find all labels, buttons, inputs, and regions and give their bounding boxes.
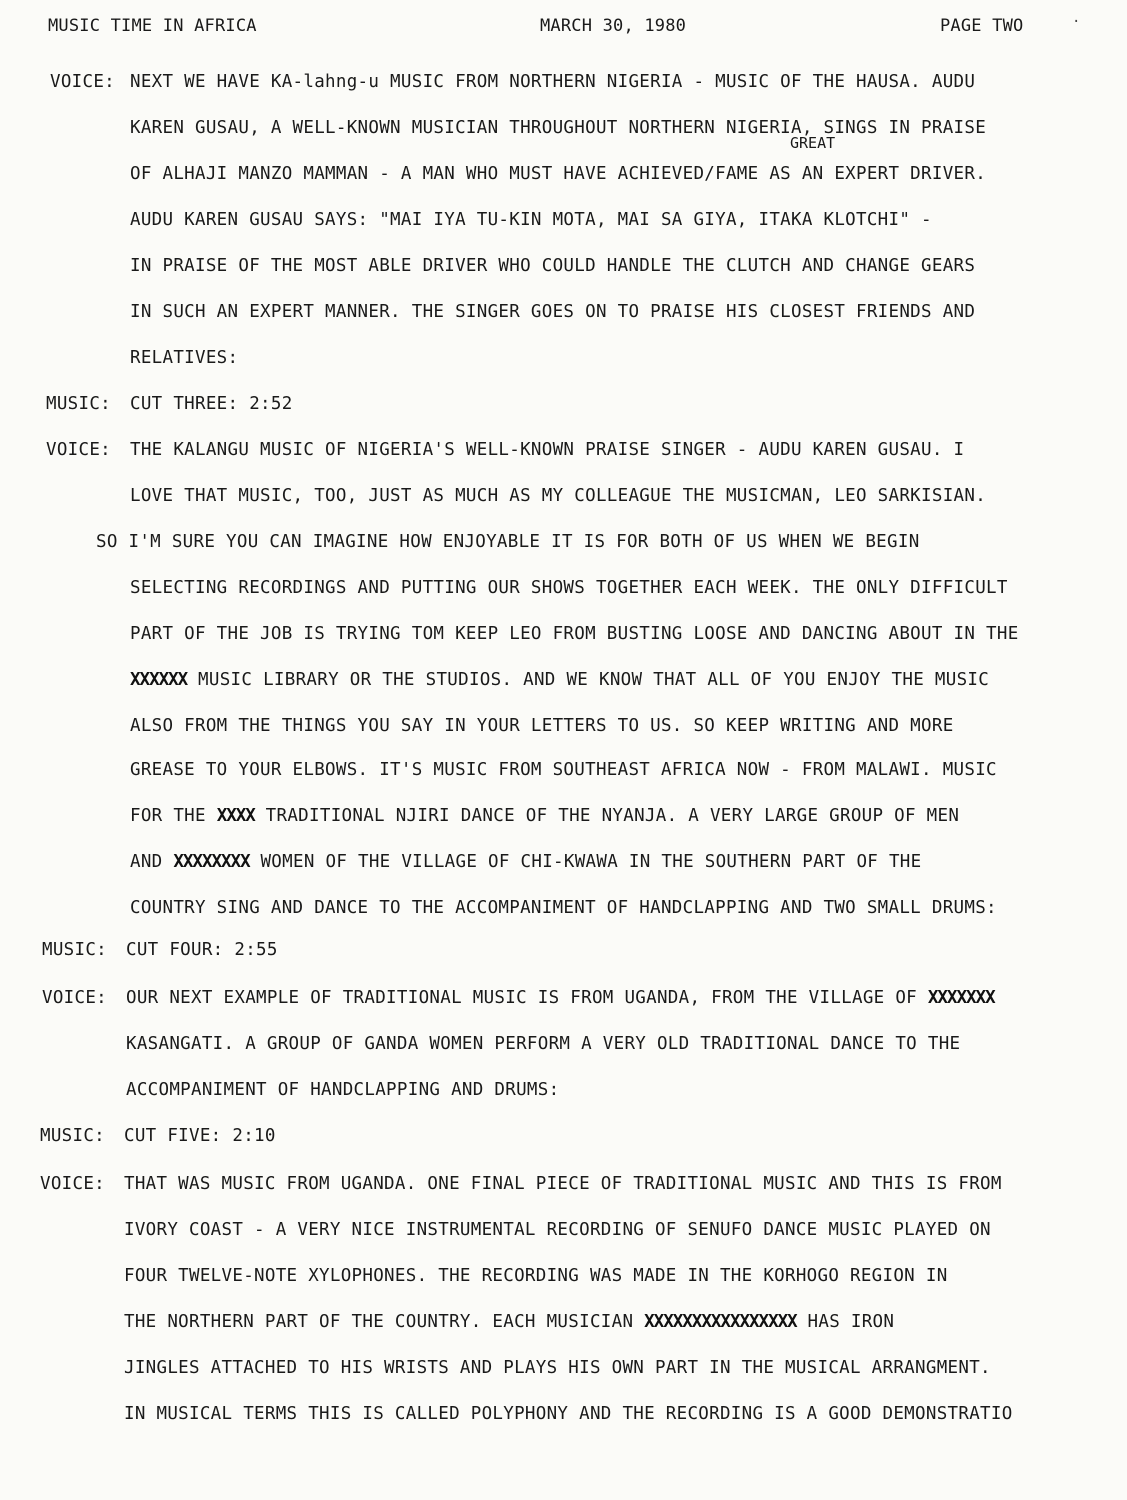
script-text: MUSIC LIBRARY OR THE STUDIOS. AND WE KNOW THAT ALL OF YOU ENJOY THE MUSIC <box>187 670 990 690</box>
voice-label: VOICE: <box>42 988 108 1008</box>
script-line: ACCOMPANIMENT OF HANDCLAPPING AND DRUMS: <box>126 1080 560 1100</box>
script-line: JINGLES ATTACHED TO HIS WRISTS AND PLAYS HIS OWN PART IN THE MUSICAL ARRANGMENT. <box>124 1358 991 1378</box>
music-label: MUSIC: <box>46 394 112 414</box>
broadcast-date: MARCH 30, 1980 <box>540 16 687 36</box>
struck-out-text: XXXXXXXXXXXXXXXX <box>644 1312 797 1332</box>
script-text: WOMEN OF THE VILLAGE OF CHI-KWAWA IN THE SOUTHERN PART OF THE <box>249 852 922 872</box>
script-line: THAT WAS MUSIC FROM UGANDA. ONE FINAL PIECE OF TRADITIONAL MUSIC AND THIS IS FROM <box>124 1174 1002 1194</box>
script-line: COUNTRY SING AND DANCE TO THE ACCOMPANIMENT OF HANDCLAPPING AND TWO SMALL DRUMS: <box>130 898 997 918</box>
script-line: IN MUSICAL TERMS THIS IS CALLED POLYPHONY AND THE RECORDING IS A GOOD DEMONSTRATIO <box>124 1404 1013 1424</box>
music-label: MUSIC: <box>40 1126 106 1146</box>
script-line <box>130 806 959 826</box>
voice-label: VOICE: <box>40 1174 106 1194</box>
script-text: HAS IRON <box>796 1312 895 1332</box>
music-label: MUSIC: <box>42 940 108 960</box>
script-line: FOUR TWELVE-NOTE XYLOPHONES. THE RECORDING WAS MADE IN THE KORHOGO REGION IN <box>124 1266 948 1286</box>
script-text: TRADITIONAL NJIRI DANCE OF THE NYANJA. A VERY LARGE GROUP OF MEN <box>254 806 960 826</box>
program-title: MUSIC TIME IN AFRICA <box>48 16 257 36</box>
script-line: SO I'M SURE YOU CAN IMAGINE HOW ENJOYABLE IT IS FOR BOTH OF US WHEN WE BEGIN <box>96 532 920 552</box>
struck-out-text: XXXXXX <box>130 670 188 690</box>
script-line <box>124 1312 894 1332</box>
page-number: PAGE TWO <box>940 16 1024 36</box>
script-line: IN SUCH AN EXPERT MANNER. THE SINGER GOES ON TO PRAISE HIS CLOSEST FRIENDS AND <box>130 302 976 322</box>
script-line: ALSO FROM THE THINGS YOU SAY IN YOUR LETTERS TO US. SO KEEP WRITING AND MORE <box>130 716 954 736</box>
struck-out-text: XXXXXXXX <box>173 852 250 872</box>
script-text: AND <box>130 852 174 872</box>
voice-label: VOICE: <box>50 72 116 92</box>
script-line: OF ALHAJI MANZO MAMMAN - A MAN WHO MUST HAVE ACHIEVED/FAME AS AN EXPERT DRIVER. <box>130 164 987 184</box>
script-line: CUT THREE: 2:52 <box>130 394 293 414</box>
script-line <box>126 988 995 1008</box>
script-line: PART OF THE JOB IS TRYING TOM KEEP LEO FROM BUSTING LOOSE AND DANCING ABOUT IN THE <box>130 624 1019 644</box>
script-text: THE NORTHERN PART OF THE COUNTRY. EACH MUSICIAN <box>124 1312 645 1332</box>
script-line: NEXT WE HAVE KA-lahng-u MUSIC FROM NORTHERN NIGERIA - MUSIC OF THE HAUSA. AUDU <box>130 72 976 92</box>
script-line: CUT FOUR: 2:55 <box>126 940 278 960</box>
stray-mark: · <box>1072 14 1081 30</box>
script-line: IVORY COAST - A VERY NICE INSTRUMENTAL RECORDING OF SENUFO DANCE MUSIC PLAYED ON <box>124 1220 991 1240</box>
struck-out-text: XXXXXXX <box>927 988 995 1008</box>
voice-label: VOICE: <box>46 440 112 460</box>
script-line: IN PRAISE OF THE MOST ABLE DRIVER WHO COULD HANDLE THE CLUTCH AND CHANGE GEARS <box>130 256 976 276</box>
script-line: GREASE TO YOUR ELBOWS. IT'S MUSIC FROM SOUTHEAST AFRICA NOW - FROM MALAWI. MUSIC <box>130 760 997 780</box>
script-line <box>130 670 989 690</box>
script-line: LOVE THAT MUSIC, TOO, JUST AS MUCH AS MY COLLEAGUE THE MUSICMAN, LEO SARKISIAN. <box>130 486 987 506</box>
script-text: FOR THE <box>130 806 217 826</box>
handwritten-insertion: GREAT <box>790 134 836 152</box>
script-line: SELECTING RECORDINGS AND PUTTING OUR SHOWS TOGETHER EACH WEEK. THE ONLY DIFFICULT <box>130 578 1008 598</box>
script-line: AUDU KAREN GUSAU SAYS: "MAI IYA TU-KIN MOTA, MAI SA GIYA, ITAKA KLOTCHI" - <box>130 210 932 230</box>
script-line <box>130 852 921 872</box>
script-line: CUT FIVE: 2:10 <box>124 1126 276 1146</box>
script-text: OUR NEXT EXAMPLE OF TRADITIONAL MUSIC IS FROM UGANDA, FROM THE VILLAGE OF <box>126 988 928 1008</box>
script-line: KAREN GUSAU, A WELL-KNOWN MUSICIAN THROUGHOUT NORTHERN NIGERIA, SINGS IN PRAISE <box>130 118 987 138</box>
script-line: RELATIVES: <box>130 348 239 368</box>
struck-out-text: XXXX <box>216 806 255 826</box>
script-line: THE KALANGU MUSIC OF NIGERIA'S WELL-KNOWN PRAISE SINGER - AUDU KAREN GUSAU. I <box>130 440 965 460</box>
script-line: KASANGATI. A GROUP OF GANDA WOMEN PERFORM A VERY OLD TRADITIONAL DANCE TO THE <box>126 1034 961 1054</box>
